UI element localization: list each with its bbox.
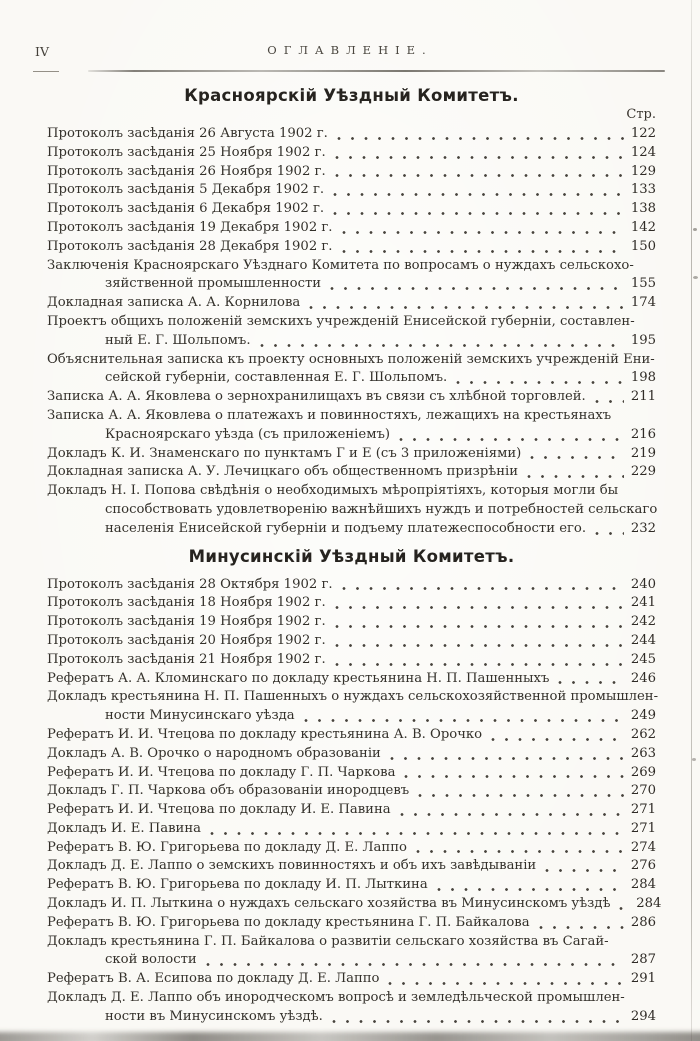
entry-title: Докладъ И. Е. Павина bbox=[47, 820, 201, 836]
entry-line bbox=[47, 632, 656, 651]
dot-leader bbox=[558, 681, 624, 684]
entry-line bbox=[47, 782, 656, 801]
toc-entry bbox=[47, 594, 656, 613]
running-title: ОГЛАВЛЕНІЕ. bbox=[267, 43, 433, 57]
entry-line bbox=[47, 651, 656, 670]
toc-entry bbox=[47, 745, 656, 764]
entry-title: Протоколъ засѣданія 6 Декабря 1902 г. bbox=[47, 201, 325, 217]
entry-title: Рефератъ И. И. Чтецова по докладу крестьянина А. В. Орочко bbox=[47, 726, 483, 742]
dot-leader bbox=[399, 438, 624, 441]
entry-line bbox=[47, 200, 656, 219]
entry-title: ности Минусинскаго уѣзда bbox=[105, 708, 295, 724]
entry-page-number: 269 bbox=[630, 764, 656, 780]
entry-line: Докладъ крестьянина Г. П. Байкалова о развитіи сельскаго хозяйства въ Сагай- bbox=[47, 933, 609, 949]
entry-page-number: 129 bbox=[630, 163, 656, 179]
dot-leader bbox=[309, 306, 624, 309]
entry-line bbox=[47, 275, 656, 294]
toc-entry bbox=[47, 257, 656, 295]
dot-leader bbox=[335, 625, 624, 628]
entry-page-number: 219 bbox=[630, 445, 656, 461]
entry-page-number: 244 bbox=[630, 632, 656, 648]
toc-content bbox=[47, 82, 662, 1027]
entry-line bbox=[47, 445, 656, 464]
entry-line bbox=[47, 520, 656, 539]
toc-entry bbox=[47, 576, 656, 595]
entry-page-number: 284 bbox=[636, 896, 662, 912]
entry-page-number: 155 bbox=[630, 276, 656, 292]
toc-entry bbox=[47, 388, 656, 407]
toc-entry bbox=[47, 989, 656, 1027]
entry-page-number: 271 bbox=[630, 802, 656, 818]
dot-leader bbox=[418, 794, 624, 797]
entry-page-number: 211 bbox=[630, 389, 656, 405]
entry-title: Протоколъ засѣданія 21 Ноября 1902 г. bbox=[47, 651, 326, 667]
dot-leader bbox=[206, 963, 624, 966]
entry-line bbox=[47, 294, 656, 313]
toc-entry bbox=[47, 782, 656, 801]
entry-title: Докладъ Д. Е. Лаппо о земскихъ повинностяхъ и объ ихъ завѣдываніи bbox=[47, 858, 537, 874]
entry-line bbox=[47, 951, 656, 970]
entry-title: Рефератъ И. И. Чтецова по докладу Г. П. Чаркова bbox=[47, 764, 396, 780]
entry-page-number: 198 bbox=[630, 370, 656, 386]
dot-leader bbox=[416, 850, 624, 853]
section-heading: Красноярскій Уѣздный Комитетъ. bbox=[184, 86, 519, 105]
scan-speck bbox=[692, 758, 696, 761]
entry-title: сейской губерніи, составленная Е. Г. Шольпомъ. bbox=[105, 370, 448, 386]
toc-entry bbox=[47, 914, 656, 933]
entry-title: населенія Енисейской губерніи и подъему платежеспособности его. bbox=[105, 520, 587, 536]
dot-leader bbox=[437, 888, 624, 891]
entry-line bbox=[47, 369, 656, 388]
entry-title: Протоколъ засѣданія 5 Декабря 1902 г. bbox=[47, 182, 325, 198]
dot-leader bbox=[456, 381, 624, 384]
toc-entry bbox=[47, 801, 656, 820]
entry-line bbox=[47, 594, 656, 613]
entry-line: Заключенія Красноярскаго Уѣзднаго Комитета по вопросамъ о нуждахъ сельскохо- bbox=[47, 257, 634, 273]
entry-title: Протоколъ засѣданія 26 Августа 1902 г. bbox=[47, 126, 328, 141]
entry-title: ности въ Минусинскомъ уѣздѣ. bbox=[105, 1008, 323, 1024]
toc-entry bbox=[47, 670, 656, 689]
entry-page-number: 240 bbox=[630, 576, 656, 592]
dot-leader bbox=[335, 663, 624, 666]
entry-page-number: 246 bbox=[630, 670, 656, 686]
entry-line: Докладъ Н. І. Попова свѣдѣнія о необходимыхъ мѣропріятіяхъ, которыя могли бы bbox=[47, 483, 619, 499]
entry-page-number: 150 bbox=[630, 238, 656, 254]
toc-entry bbox=[47, 181, 656, 200]
toc-list bbox=[47, 576, 662, 1027]
dot-leader bbox=[333, 212, 624, 215]
entry-title: Рефератъ В. А. Есипова по докладу Д. Е. Лаппо bbox=[47, 971, 380, 987]
entry-title: Докладъ А. В. Орочко о народномъ образованіи bbox=[47, 745, 381, 761]
entry-line bbox=[47, 764, 656, 783]
entry-title: Рефератъ В. Ю. Григорьева по докладу крестьянина Г. П. Байкалова bbox=[47, 914, 530, 930]
entry-line bbox=[47, 388, 656, 407]
entry-title: Рефератъ А. А. Кломинскаго по докладу крестьянина Н. П. Пашенныхъ bbox=[47, 670, 550, 686]
entry-line bbox=[47, 163, 656, 182]
entry-line bbox=[47, 707, 656, 726]
entry-line bbox=[47, 576, 656, 595]
entry-line: Докладъ Д. Е. Лаппо объ инородческомъ вопросѣ и земледѣльческой промышлен- bbox=[47, 990, 625, 1006]
toc-entry bbox=[47, 163, 656, 182]
folio-number: IV bbox=[35, 44, 49, 59]
toc-entry bbox=[47, 726, 656, 745]
entry-title: ской волости bbox=[105, 952, 197, 968]
toc-entry bbox=[47, 764, 656, 783]
entry-line bbox=[47, 426, 656, 445]
entry-page-number: 133 bbox=[630, 182, 656, 198]
dot-leader bbox=[545, 869, 624, 872]
toc-entry bbox=[47, 200, 656, 219]
toc-entry bbox=[47, 613, 656, 632]
entry-page-number: 284 bbox=[630, 877, 656, 893]
entry-page-number: 242 bbox=[630, 614, 656, 630]
dot-leader bbox=[335, 644, 624, 647]
entry-page-number: 216 bbox=[630, 426, 656, 442]
entry-title: Рефератъ В. Ю. Григорьева по докладу Д. Е. Лаппо bbox=[47, 839, 407, 855]
entry-title: зяйственной промышленности bbox=[105, 276, 322, 292]
entry-page-number: 241 bbox=[630, 595, 656, 611]
entry-title: Протоколъ засѣданія 25 Ноября 1902 г. bbox=[47, 144, 326, 160]
entry-title: Протоколъ засѣданія 28 Декабря 1902 г. bbox=[47, 238, 333, 254]
dot-leader bbox=[390, 757, 624, 760]
dot-leader bbox=[388, 982, 624, 985]
entry-line bbox=[47, 726, 656, 745]
toc-entry bbox=[47, 463, 656, 482]
entry-line: способствовать удовлетворенію важнѣйшихъ нуждъ и потребностей сельскаго bbox=[105, 501, 658, 517]
entry-line bbox=[47, 463, 656, 482]
entry-page-number: 138 bbox=[630, 201, 656, 217]
toc-entry bbox=[47, 970, 656, 989]
dot-leader bbox=[539, 926, 624, 929]
entry-page-number: 287 bbox=[630, 952, 656, 968]
dot-leader bbox=[342, 250, 624, 253]
entry-page-number: 232 bbox=[630, 520, 656, 536]
entry-line bbox=[47, 238, 656, 257]
entry-line: Докладъ крестьянина Н. П. Пашенныхъ о нуждахъ сельскохозяйственной промышлен- bbox=[47, 689, 659, 705]
entry-line: Проектъ общихъ положеній земскихъ учрежденій Енисейской губерніи, составлен- bbox=[47, 313, 635, 329]
scan-bottom-smudge bbox=[0, 1032, 700, 1041]
entry-title: Докладъ И. П. Лыткина о нуждахъ сельскаго хозяйства въ Минусинскомъ уѣздѣ bbox=[47, 896, 611, 912]
entry-page-number: 262 bbox=[630, 726, 656, 742]
entry-line bbox=[47, 181, 656, 200]
toc-entry bbox=[47, 144, 656, 163]
entry-page-number: 249 bbox=[630, 708, 656, 724]
section-heading: Минусинскій Уѣздный Комитетъ. bbox=[188, 546, 515, 566]
entry-page-number: 291 bbox=[630, 971, 656, 987]
header-rule-short bbox=[33, 71, 59, 72]
header-rule bbox=[88, 70, 665, 72]
entry-line bbox=[47, 613, 656, 632]
entry-title: Докладъ Г. П. Чаркова объ образованіи инородцевъ bbox=[47, 783, 410, 799]
toc-entry bbox=[47, 351, 656, 389]
dot-leader bbox=[335, 156, 624, 159]
toc-entry bbox=[47, 933, 656, 971]
entry-title: Красноярскаго уѣзда (съ приложеніемъ) bbox=[105, 426, 390, 442]
toc-entry bbox=[47, 294, 656, 313]
entry-title: Докладная записка А. А. Корнилова bbox=[47, 295, 301, 311]
entry-line bbox=[47, 970, 656, 989]
dot-leader bbox=[335, 606, 624, 609]
entry-page-number: 271 bbox=[630, 820, 656, 836]
dot-leader bbox=[527, 475, 624, 478]
entry-title: Протоколъ засѣданія 19 Декабря 1902 г. bbox=[47, 219, 333, 235]
entry-line bbox=[47, 670, 656, 689]
entry-line bbox=[47, 144, 656, 163]
toc-list bbox=[47, 125, 656, 539]
toc-entry bbox=[47, 125, 656, 144]
entry-page-number: 274 bbox=[630, 839, 656, 855]
dot-leader bbox=[530, 456, 624, 459]
dot-leader bbox=[491, 738, 624, 741]
entry-line bbox=[47, 820, 656, 839]
entry-page-number: 294 bbox=[630, 1008, 656, 1024]
toc-entry bbox=[47, 407, 656, 445]
entry-title: Рефератъ В. Ю. Григорьева по докладу И. П. Лыткина bbox=[47, 877, 428, 893]
entry-title: Докладная записка А. У. Лечицкаго объ общественномъ призрѣніи bbox=[47, 464, 519, 480]
entry-line bbox=[47, 125, 656, 144]
entry-line bbox=[47, 914, 656, 933]
entry-page-number: 270 bbox=[630, 783, 656, 799]
page-column-label: Стр. bbox=[626, 107, 656, 122]
entry-page-number: 245 bbox=[630, 651, 656, 667]
dot-leader bbox=[337, 137, 624, 140]
entry-title: Протоколъ засѣданія 18 Ноября 1902 г. bbox=[47, 595, 326, 611]
entry-line bbox=[47, 332, 656, 351]
entry-line bbox=[47, 839, 656, 858]
dot-leader bbox=[595, 532, 624, 535]
toc-entry bbox=[47, 632, 656, 651]
toc-entry bbox=[47, 895, 662, 914]
entry-page-number: 263 bbox=[630, 745, 656, 761]
entry-page-number: 195 bbox=[630, 332, 656, 348]
entry-title: Рефератъ И. И. Чтецова по докладу И. Е. Павина bbox=[47, 802, 391, 818]
dot-leader bbox=[330, 287, 624, 290]
toc-entry bbox=[47, 482, 656, 538]
toc-entry bbox=[47, 238, 656, 257]
entry-page-number: 142 bbox=[630, 219, 656, 235]
scan-speck bbox=[693, 276, 698, 279]
dot-leader bbox=[400, 813, 624, 816]
dot-leader bbox=[333, 193, 624, 196]
entry-title: Протоколъ засѣданія 26 Ноября 1902 г. bbox=[47, 163, 326, 179]
toc-entry bbox=[47, 876, 656, 895]
toc-entry bbox=[47, 651, 656, 670]
entry-page-number: 276 bbox=[630, 858, 656, 874]
dot-leader bbox=[304, 719, 624, 722]
entry-line bbox=[47, 876, 656, 895]
entry-line bbox=[47, 219, 656, 238]
entry-title: ный Е. Г. Шольпомъ. bbox=[105, 332, 251, 348]
dot-leader bbox=[342, 587, 624, 590]
entry-page-number: 174 bbox=[630, 295, 656, 311]
entry-line bbox=[47, 745, 656, 764]
scan-binding-edge bbox=[691, 0, 693, 1041]
entry-line: Записка А. А. Яковлева о платежахъ и повинностяхъ, лежащихъ на крестьянахъ bbox=[47, 407, 612, 423]
entry-line bbox=[47, 857, 656, 876]
entry-page-number: 286 bbox=[630, 914, 656, 930]
toc-entry bbox=[47, 839, 656, 858]
scan-speck bbox=[693, 228, 697, 231]
entry-page-number: 229 bbox=[630, 464, 656, 480]
dot-leader bbox=[332, 1020, 624, 1023]
dot-leader bbox=[404, 775, 624, 778]
entry-line bbox=[47, 801, 656, 820]
dot-leader bbox=[210, 832, 624, 835]
toc-entry bbox=[47, 445, 656, 464]
toc-entry bbox=[47, 820, 656, 839]
dot-leader bbox=[260, 344, 624, 347]
dot-leader bbox=[619, 907, 629, 910]
entry-line bbox=[47, 1008, 656, 1027]
entry-page-number: 124 bbox=[630, 144, 656, 160]
toc-entry bbox=[47, 313, 656, 351]
entry-title: Протоколъ засѣданія 20 Ноября 1902 г. bbox=[47, 632, 326, 648]
dot-leader bbox=[342, 231, 624, 234]
toc-entry bbox=[47, 857, 656, 876]
entry-title: Протоколъ засѣданія 28 Октября 1902 г. bbox=[47, 576, 333, 592]
entry-title: Записка А. А. Яковлева о зернохранилищахъ въ связи съ хлѣбной торговлей. bbox=[47, 389, 586, 405]
entry-line: Объяснительная записка къ проекту основныхъ положеній земскихъ учрежденій Ени- bbox=[47, 351, 655, 367]
toc-entry bbox=[47, 688, 659, 726]
entry-page-number: 122 bbox=[630, 126, 656, 141]
dot-leader bbox=[335, 174, 624, 177]
entry-title: Протоколъ засѣданія 19 Ноября 1902 г. bbox=[47, 614, 326, 630]
dot-leader bbox=[595, 400, 624, 403]
entry-title: Докладъ К. И. Знаменскаго по пунктамъ Г и Е (съ 3 приложеніями) bbox=[47, 445, 522, 461]
entry-line bbox=[47, 895, 662, 914]
toc-entry bbox=[47, 219, 656, 238]
